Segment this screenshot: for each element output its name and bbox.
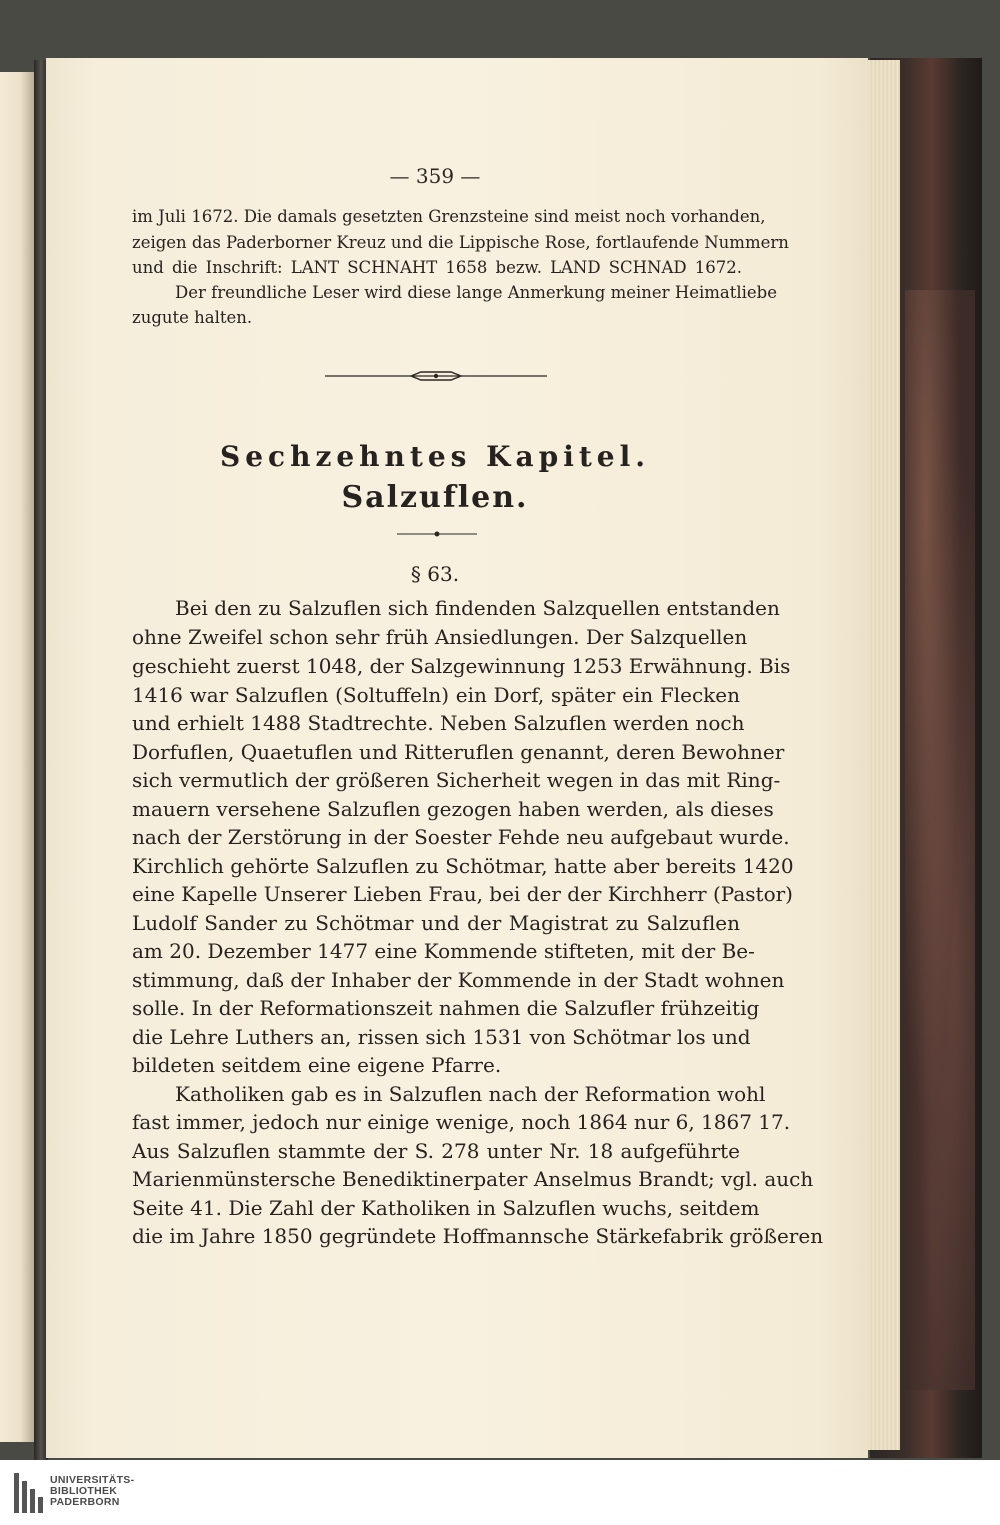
logo-line: PADERBORN — [50, 1496, 120, 1508]
body-line: Katholiken gab es in Salzuflen nach der Reformation wohl — [175, 1082, 766, 1106]
title-divider-ornament — [397, 529, 477, 539]
section-heading: § 63. — [410, 562, 460, 586]
body-line: ohne Zweifel schon sehr früh Ansiedlungen. Der Salzquellen — [132, 625, 748, 649]
section-divider-ornament — [325, 370, 547, 382]
body-line: fast immer, jedoch nur einige wenige, noch 1864 nur 6, 1867 17. — [132, 1110, 791, 1134]
body-line: sich vermutlich der größeren Sicherheit wegen in das mit Ring- — [132, 768, 781, 792]
body-line: Seite 41. Die Zahl der Katholiken in Salzuflen wuchs, seitdem — [132, 1196, 760, 1220]
body-line: solle. In der Reformationszeit nahmen die Salzufler frühzeitig — [132, 996, 760, 1020]
body-line: stimmung, daß der Inhaber der Kommende in der Stadt wohnen — [132, 968, 785, 992]
footnote-line: und die Inschrift: LANT SCHNAHT 1658 bezw. LAND SCHNAD 1672. — [132, 258, 742, 277]
library-logo-icon — [14, 1473, 44, 1513]
body-line: Ludolf Sander zu Schötmar und der Magistrat zu Salzuflen — [132, 911, 740, 935]
library-logo — [14, 1473, 164, 1517]
left-page-edge — [0, 72, 34, 1442]
body-line: mauern versehene Salzuflen gezogen haben werden, als dieses — [132, 797, 774, 821]
body-line: Bei den zu Salzuflen sich findenden Salzquellen entstanden — [175, 596, 780, 620]
body-line: und erhielt 1488 Stadtrechte. Neben Salzuflen werden noch — [132, 711, 745, 735]
body-line: nach der Zerstörung in der Soester Fehde neu aufgebaut wurde. — [132, 825, 790, 849]
footnote-line: zeigen das Paderborner Kreuz und die Lippische Rose, fortlaufende Nummern — [132, 233, 789, 252]
body-line: am 20. Dezember 1477 eine Kommende stifteten, mit der Be- — [132, 939, 755, 963]
footnote-line: im Juli 1672. Die damals gesetzten Grenzsteine sind meist noch vorhanden, — [132, 207, 766, 226]
footnote-line: zugute halten. — [132, 308, 253, 327]
chapter-title: Salzuflen. — [341, 480, 529, 515]
body-line: eine Kapelle Unserer Lieben Frau, bei der der Kirchherr (Pastor) — [132, 882, 793, 906]
body-line: Marienmünstersche Benediktinerpater Anselmus Brandt; vgl. auch — [132, 1167, 814, 1191]
body-line: geschieht zuerst 1048, der Salzgewinnung 1253 Erwähnung. Bis — [132, 654, 791, 678]
logo-line: UNIVERSITÄTS- — [50, 1474, 135, 1486]
marbled-cover-edge — [905, 290, 975, 1390]
body-line: Dorfuflen, Quaetuflen und Ritteruflen genannt, deren Bewohner — [132, 740, 785, 764]
body-line: bildeten seitdem eine eigene Pfarre. — [132, 1053, 502, 1077]
body-line: 1416 war Salzuflen (Soltuffeln) ein Dorf, später ein Flecken — [132, 683, 740, 707]
logo-line: BIBLIOTHEK — [50, 1485, 118, 1497]
body-line: Kirchlich gehörte Salzuflen zu Schötmar, hatte aber bereits 1420 — [132, 854, 794, 878]
footnote-line: Der freundliche Leser wird diese lange Anmerkung meiner Heimatliebe — [175, 283, 778, 302]
page-number: — 359 — — [389, 164, 481, 188]
chapter-heading: Sechzehntes Kapitel. — [220, 440, 650, 473]
body-line: die Lehre Luthers an, rissen sich 1531 von Schötmar los und — [132, 1025, 751, 1049]
body-line: die im Jahre 1850 gegründete Hoffmannsche Stärkefabrik größeren — [132, 1224, 824, 1248]
body-line: Aus Salzuflen stammte der S. 278 unter Nr. 18 aufgeführte — [132, 1139, 740, 1163]
